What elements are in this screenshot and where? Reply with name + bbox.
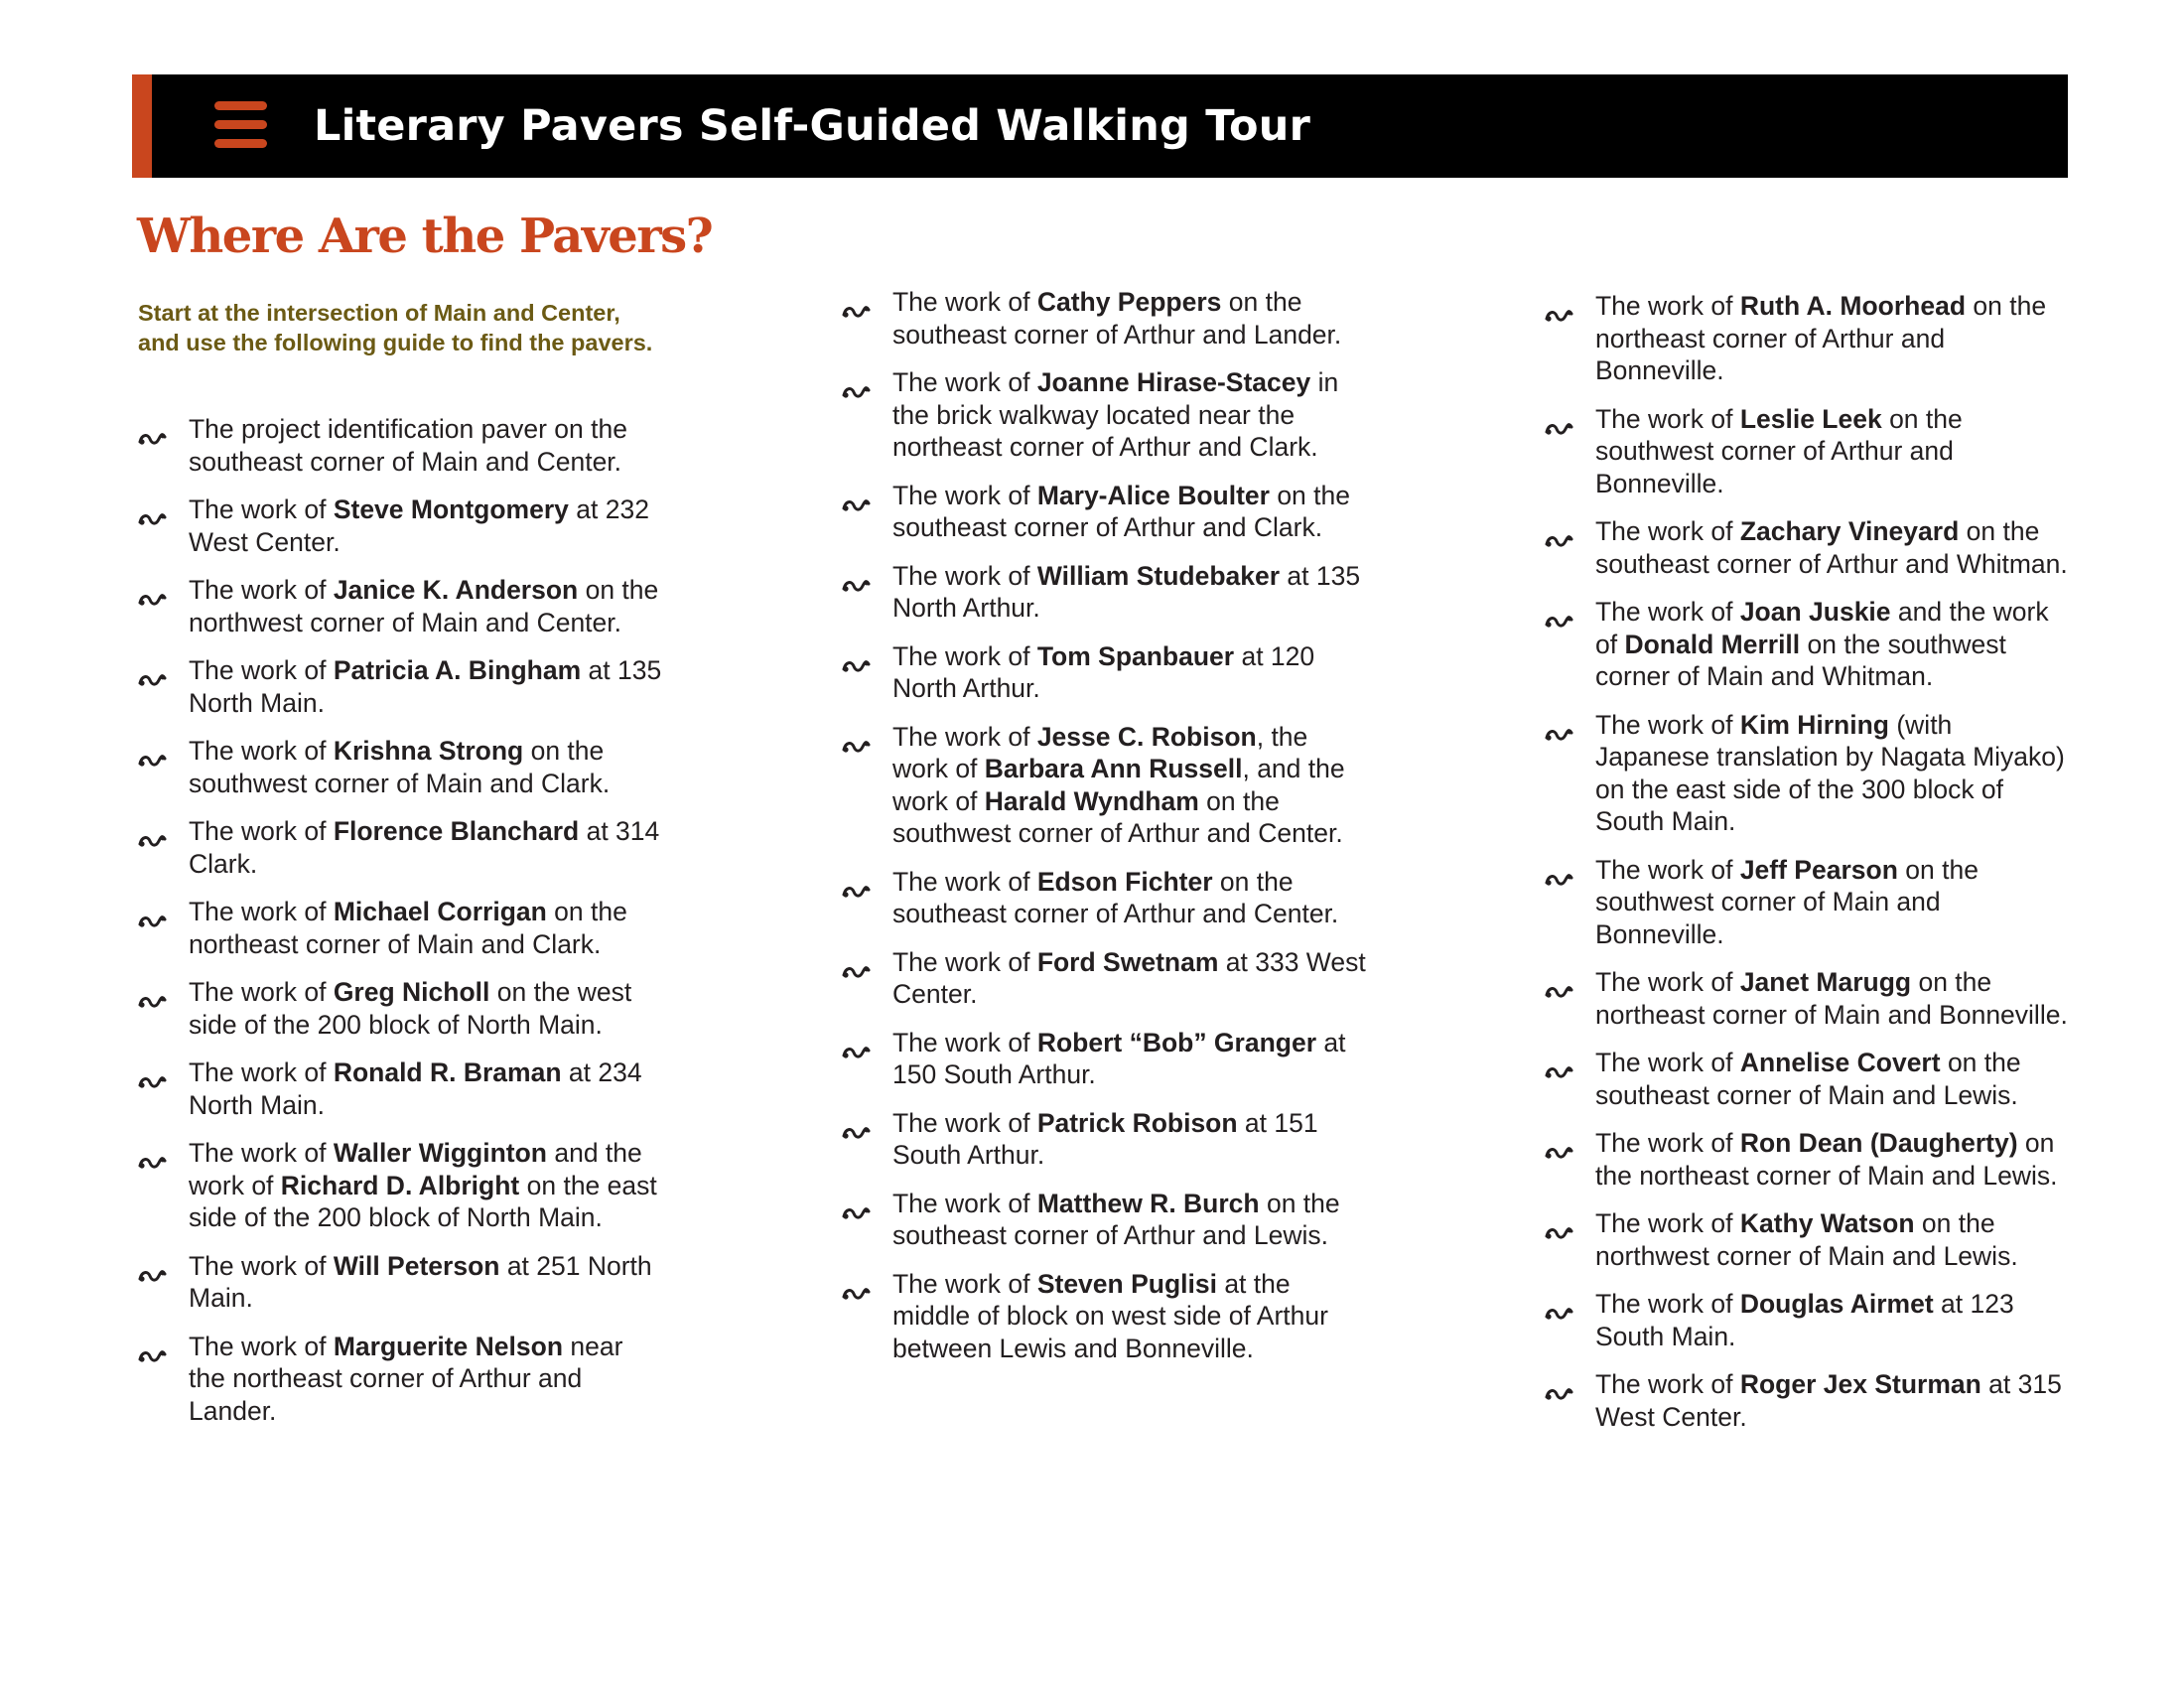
paver-list-item <box>842 640 1368 705</box>
paver-location-text: on the northeast corner of Main and Bonneville. <box>1595 967 2068 1030</box>
author-name: Waller Wigginton <box>333 1138 547 1168</box>
paver-location-text: The work of <box>1595 516 1740 546</box>
hamburger-menu-icon <box>214 101 267 149</box>
paver-location-text: on the southwest corner of Main and Whitman. <box>1595 629 2006 691</box>
paver-location-text: on the southeast corner of Arthur and Whitman. <box>1595 516 2068 579</box>
paver-location-text: The work of <box>189 1057 334 1087</box>
paver-location-text: The work of <box>892 1107 1037 1138</box>
author-name: Robert “Bob” Granger <box>1036 1027 1317 1057</box>
paver-list-item <box>1545 596 2071 693</box>
author-name: Patricia A. Bingham <box>333 655 582 685</box>
paver-location-text: The work of <box>1595 403 1740 434</box>
paver-location-text: on the northeast corner of Main and Clark. <box>189 897 627 959</box>
paver-location-text: on the west side of the 200 block of North Main. <box>189 977 632 1040</box>
ornament-swirl-icon <box>842 875 871 891</box>
menu-line <box>214 120 267 129</box>
paver-location-text: on the northwest corner of Main and Center. <box>189 575 659 637</box>
ornament-swirl-icon <box>842 295 871 311</box>
author-name: Harald Wyndham <box>984 785 1199 816</box>
paver-location-text: The work of <box>1595 1048 1740 1077</box>
paver-location-text: The work of <box>1595 709 1740 740</box>
paver-location-text: on the east side of the 200 block of North Main. <box>189 1170 657 1232</box>
paver-location-text: The work of <box>892 560 1037 591</box>
ornament-swirl-icon <box>842 375 871 391</box>
paver-location-text: on the southeast corner of Arthur and Lewis. <box>892 1188 1340 1250</box>
ornament-swirl-icon <box>842 569 871 585</box>
paver-location-text: The work of <box>1595 854 1740 885</box>
paver-location-text: at 333 West Center. <box>892 946 1366 1009</box>
ornament-swirl-icon <box>138 1339 167 1355</box>
paver-list-item <box>138 815 664 880</box>
author-name: Mary-Alice Boulter <box>1036 480 1270 510</box>
ornament-swirl-icon <box>1545 975 1573 991</box>
paver-location-text: The work of <box>892 1188 1037 1218</box>
paver-list-column-2 <box>842 286 1368 1380</box>
menu-line <box>214 101 267 110</box>
paver-location-text: on the southeast corner of Arthur and Lander. <box>892 287 1342 350</box>
paver-location-text: The work of <box>1595 1208 1740 1238</box>
menu-line <box>214 139 267 148</box>
author-name: Edson Fichter <box>1036 866 1213 897</box>
paver-list-item <box>842 1188 1368 1252</box>
ornament-swirl-icon <box>1545 1297 1573 1313</box>
paver-location-text: and the work of <box>1595 597 2049 659</box>
paver-location-text: The work of <box>892 1268 1037 1299</box>
paver-list-item <box>1545 1047 2071 1111</box>
ornament-swirl-icon <box>138 583 167 599</box>
paver-location-text: The work of <box>189 816 334 846</box>
paver-location-text: in the brick walkway located near the northeast corner of Arthur and Clark. <box>892 367 1339 462</box>
paver-list-item <box>138 1331 664 1428</box>
author-name: Marguerite Nelson <box>333 1331 564 1361</box>
ornament-swirl-icon <box>138 1259 167 1275</box>
ornament-swirl-icon <box>1545 1136 1573 1152</box>
paver-location-text: The work of <box>892 721 1037 752</box>
author-name: Michael Corrigan <box>333 897 547 926</box>
ornament-swirl-icon <box>842 649 871 665</box>
paver-list-item <box>842 721 1368 850</box>
author-name: Will Peterson <box>333 1250 500 1281</box>
author-name: Douglas Airmet <box>1739 1289 1934 1319</box>
paver-list-item <box>842 560 1368 625</box>
author-name: Ruth A. Moorhead <box>1739 291 1967 321</box>
paver-list-item <box>1545 515 2071 580</box>
intro-text: Start at the intersection of Main and Center, and use the following guide to find the pavers. <box>138 300 653 355</box>
paver-location-text: The project identification paver on the southeast corner of Main and Center. <box>189 414 627 477</box>
paver-list-item <box>1545 854 2071 951</box>
paver-list-item <box>1545 1207 2071 1272</box>
paver-location-text: The work of <box>892 866 1037 897</box>
paver-location-text: The work of <box>892 287 1037 317</box>
author-name: Kathy Watson <box>1739 1208 1915 1238</box>
ornament-swirl-icon <box>1545 605 1573 621</box>
paver-location-text: on the southwest corner of Main and Bonneville. <box>1595 854 1979 949</box>
paver-location-text: The work of <box>189 1138 334 1168</box>
paver-list-item <box>842 946 1368 1011</box>
author-name: Krishna Strong <box>333 736 524 766</box>
paver-location-text: at 135 North Main. <box>189 655 662 718</box>
ornament-swirl-icon <box>1545 299 1573 315</box>
author-name: Zachary Vineyard <box>1739 516 1960 546</box>
paver-list-item <box>842 1107 1368 1172</box>
paver-location-text: at 120 North Arthur. <box>892 640 1315 703</box>
paver-list-item <box>138 413 664 478</box>
paver-location-text: The work of <box>189 1250 334 1281</box>
paver-location-text: on the southwest corner of Arthur and Bonneville. <box>1595 403 1963 498</box>
paver-list-item <box>842 286 1368 351</box>
author-name: Greg Nicholl <box>333 977 490 1007</box>
paver-location-text: , and the work of <box>892 754 1345 816</box>
ornament-swirl-icon <box>1545 1055 1573 1071</box>
paver-list-item <box>1545 966 2071 1031</box>
author-name: Matthew R. Burch <box>1036 1188 1260 1218</box>
paver-list-item <box>1545 403 2071 500</box>
paver-list-item <box>138 896 664 960</box>
ornament-swirl-icon <box>842 1116 871 1132</box>
paver-location-text: at 232 West Center. <box>189 494 649 557</box>
paver-location-text: The work of <box>189 736 334 766</box>
paver-location-text: on the southeast corner of Arthur and Clark. <box>892 480 1350 542</box>
author-name: Ronald R. Braman <box>333 1057 562 1087</box>
paver-location-text: The work of <box>189 655 334 685</box>
ornament-swirl-icon <box>1545 863 1573 879</box>
header-bar <box>132 74 2068 178</box>
paver-list-item <box>1545 1288 2071 1352</box>
ornament-swirl-icon <box>842 730 871 746</box>
author-name: Annelise Covert <box>1739 1048 1941 1077</box>
paver-location-text: at 151 South Arthur. <box>892 1107 1318 1170</box>
author-name: Joan Juskie <box>1739 597 1891 627</box>
paver-location-text: The work of <box>189 575 334 605</box>
author-name: Ford Swetnam <box>1036 946 1219 977</box>
header-title: Literary Pavers Self-Guided Walking Tour <box>314 101 1310 151</box>
ornament-swirl-icon <box>138 905 167 920</box>
paver-location-text: The work of <box>1595 1289 1740 1319</box>
paver-location-text: at 314 Clark. <box>189 816 660 879</box>
paver-location-text: at 135 North Arthur. <box>892 560 1361 623</box>
ornament-swirl-icon <box>842 489 871 504</box>
author-name: Leslie Leek <box>1739 403 1882 434</box>
paver-location-text: The work of <box>1595 967 1740 997</box>
paver-list-item <box>138 1250 664 1315</box>
ornament-swirl-icon <box>1545 718 1573 734</box>
paver-list-item <box>1545 290 2071 387</box>
paver-location-text: and the work of <box>189 1138 642 1200</box>
ornament-swirl-icon <box>138 1065 167 1081</box>
author-name: Barbara Ann Russell <box>984 754 1243 783</box>
paver-location-text: on the northeast corner of Main and Lewis. <box>1595 1128 2058 1191</box>
ornament-swirl-icon <box>842 955 871 971</box>
paver-location-text: The work of <box>1595 1369 1740 1399</box>
paver-location-text: on the northwest corner of Main and Lewis. <box>1595 1208 2018 1271</box>
author-name: Donald Merrill <box>1624 629 1801 659</box>
paver-list-item <box>842 366 1368 464</box>
author-name: Steve Montgomery <box>333 494 569 524</box>
paver-list-item <box>138 976 664 1041</box>
ornament-swirl-icon <box>138 1146 167 1162</box>
paver-list-item <box>138 735 664 799</box>
paver-list-item <box>138 1137 664 1234</box>
ornament-swirl-icon <box>1545 524 1573 540</box>
paver-list-item <box>138 493 664 558</box>
paver-location-text: The work of <box>1595 1128 1740 1158</box>
author-name: Jesse C. Robison <box>1036 721 1257 752</box>
paver-location-text: at 315 West Center. <box>1595 1369 2062 1432</box>
ornament-swirl-icon <box>842 1036 871 1052</box>
paver-location-text: The work of <box>892 367 1037 397</box>
paver-location-text: , the work of <box>892 721 1308 783</box>
paver-location-text: The work of <box>892 480 1037 510</box>
ornament-swirl-icon <box>138 824 167 840</box>
page-heading: Where Are the Pavers? <box>137 209 713 264</box>
paver-list-item <box>842 866 1368 930</box>
paver-location-text: on the northeast corner of Arthur and Bonneville. <box>1595 291 2047 385</box>
paver-location-text: at the middle of block on west side of Arthur between Lewis and Bonneville. <box>892 1268 1328 1363</box>
ornament-swirl-icon <box>138 502 167 518</box>
paver-location-text: at 251 North Main. <box>189 1250 652 1313</box>
paver-list-item <box>1545 709 2071 838</box>
paver-location-text: The work of <box>1595 291 1740 321</box>
paver-location-text: (with Japanese translation by Nagata Miyako) on the east side of the 300 block of South Main. <box>1595 709 2065 836</box>
paver-location-text: The work of <box>189 977 334 1007</box>
author-name: Janice K. Anderson <box>333 575 579 605</box>
author-name: Florence Blanchard <box>333 816 580 846</box>
ornament-swirl-icon <box>842 1277 871 1293</box>
ornament-swirl-icon <box>1545 1216 1573 1232</box>
author-name: Joanne Hirase-Stacey <box>1036 367 1311 397</box>
paver-list-item <box>842 1027 1368 1091</box>
paver-list-column-3 <box>1545 290 2071 1449</box>
ornament-swirl-icon <box>1545 412 1573 428</box>
paver-location-text: near the northeast corner of Arthur and Lander. <box>189 1331 623 1426</box>
paver-list-item <box>842 480 1368 544</box>
paver-location-text: The work of <box>1595 597 1740 627</box>
paver-location-text: The work of <box>189 494 334 524</box>
author-name: Richard D. Albright <box>280 1170 520 1200</box>
paver-location-text: on the southeast corner of Arthur and Center. <box>892 866 1339 928</box>
author-name: Tom Spanbauer <box>1036 640 1235 671</box>
paver-list-column-1 <box>138 413 664 1443</box>
paver-location-text: The work of <box>892 946 1037 977</box>
paver-list-item <box>138 574 664 638</box>
paver-list-item <box>1545 1127 2071 1192</box>
paver-list-item <box>138 654 664 719</box>
paver-location-text: The work of <box>892 1027 1037 1057</box>
header-accent-stripe <box>132 74 152 178</box>
author-name: Roger Jex Sturman <box>1739 1369 1981 1399</box>
ornament-swirl-icon <box>138 422 167 438</box>
author-name: Jeff Pearson <box>1739 854 1898 885</box>
paver-location-text: The work of <box>189 1331 334 1361</box>
paver-list-item <box>138 1056 664 1121</box>
ornament-swirl-icon <box>138 744 167 760</box>
ornament-swirl-icon <box>1545 1377 1573 1393</box>
author-name: Janet Marugg <box>1739 967 1912 997</box>
ornament-swirl-icon <box>138 985 167 1001</box>
paver-location-text: at 123 South Main. <box>1595 1289 2014 1351</box>
paver-location-text: at 234 North Main. <box>189 1057 642 1120</box>
paver-location-text: on the southeast corner of Main and Lewis. <box>1595 1048 2021 1110</box>
paver-location-text: The work of <box>892 640 1037 671</box>
author-name: Cathy Peppers <box>1036 287 1222 317</box>
paver-list-item <box>842 1268 1368 1365</box>
paver-location-text: on the southwest corner of Arthur and Center. <box>892 785 1343 848</box>
paver-location-text: The work of <box>189 897 334 926</box>
author-name: Patrick Robison <box>1036 1107 1238 1138</box>
paver-list-item <box>1545 1368 2071 1433</box>
ornament-swirl-icon <box>138 663 167 679</box>
author-name: Steven Puglisi <box>1036 1268 1217 1299</box>
paver-location-text: on the southwest corner of Main and Clark. <box>189 736 611 798</box>
ornament-swirl-icon <box>842 1196 871 1212</box>
author-name: Ron Dean (Daugherty) <box>1739 1128 2018 1158</box>
author-name: Kim Hirning <box>1739 709 1889 740</box>
author-name: William Studebaker <box>1036 560 1281 591</box>
paver-location-text: at 150 South Arthur. <box>892 1027 1346 1089</box>
